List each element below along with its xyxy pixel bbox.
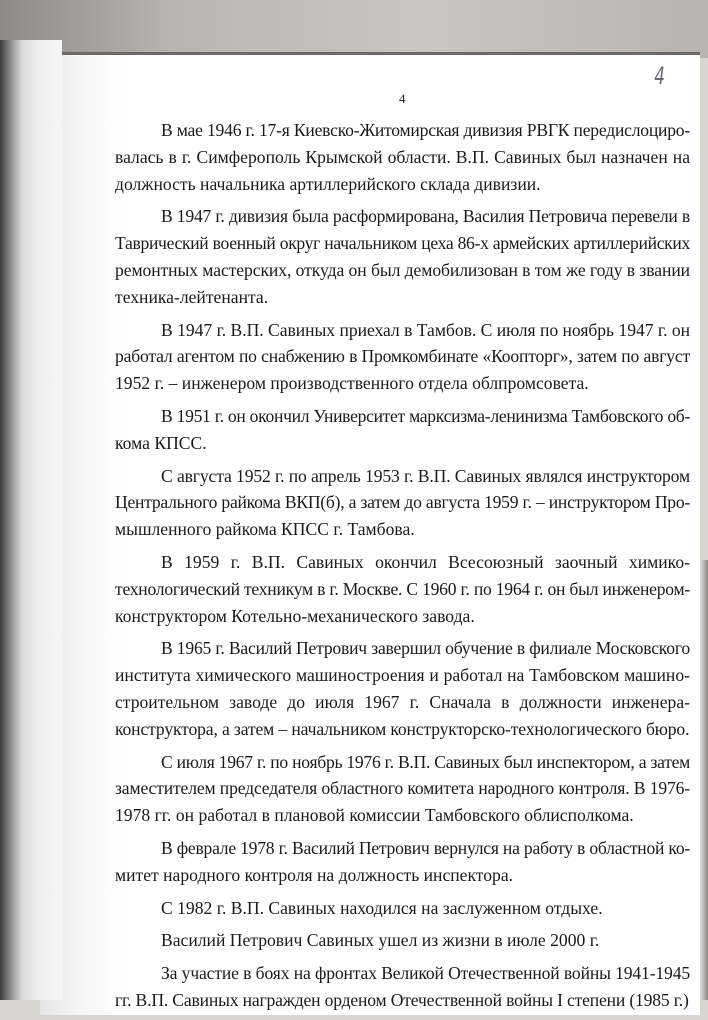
text-line: За участие в боях на фронтах Великой Отечественной войны 1941-1945 [161,963,690,984]
text-line: В 1965 г. Василий Петрович завершил обучение в филиале Московского [161,638,690,659]
paragraph [115,463,690,543]
text-line: В 1959 г. В.П. Савиных окончил Всесоюзный заочный химико- [161,551,690,572]
page-number: 4 [399,91,406,106]
text-line: митет народного контроля на должность инспектора. [115,864,514,885]
paragraph [115,549,690,629]
text-line: ремонтных мастерских, откуда он был демобилизован в том же году в звании [115,259,690,280]
handwritten-page-number: 4 [654,62,665,90]
text-line: строительном заводе до июля 1967 г. Сначала в должности инженера- [115,691,690,712]
page-spine-shadow [0,40,62,1000]
page-edge-shadow [701,560,708,1000]
text-line: валась в г. Симферополь Крымской области. В.П. Савиных был назначен на [115,146,690,167]
text-line: работал агентом по снабжению в Промкомбинате «Коопторг», затем по август [115,346,690,367]
text-line: 1978 гг. он работал в плановой комиссии Тамбовского облисполкома. [115,805,634,826]
text-line: конструктора, а затем – начальником конструкторско-технологического бюро. [115,718,690,739]
scanner-background [0,0,708,58]
text-line: кома КПСС. [115,432,207,453]
paragraph [115,749,690,829]
paragraph [115,403,690,457]
text-line: Василий Петрович Савиных ушел из жизни в июле 2000 г. [161,930,600,951]
text-line: С июля 1967 г. по ноябрь 1976 г. В.П. Савиных был инспектором, а затем [161,751,690,772]
text-line: технологический техникум в г. Москве. С 1960 г. по 1964 г. он был инженером- [115,578,690,599]
text-line: С августа 1952 г. по апрель 1953 г. В.П. Савиных являлся инструктором [161,465,690,486]
paragraph [115,835,690,889]
paragraph [115,635,690,742]
text-line: Таврический военный округ начальником цеха 86-х армейских артиллерийских [115,233,690,254]
text-line: заместителем председателя областного комитета народного контроля. В 1976- [115,778,690,799]
paragraph [115,117,690,197]
text-line: должность начальника артиллерийского склада дивизии. [115,173,541,194]
text-line: В мае 1946 г. 17-я Киевско-Житомирская дивизия РВГК передислоциро- [161,120,690,140]
text-line: С 1982 г. В.П. Савиных находился на заслуженном отдыхе. [161,897,603,918]
paragraph [115,960,690,1014]
text-line: Центрального райкома ВКП(б), а затем до августа 1959 г. – инструктором Про- [115,492,690,513]
document-body [115,117,690,1020]
text-line: гг. В.П. Савиных награжден орденом Отечественной войны I степени (1985 г.) [115,989,689,1010]
paragraph [115,895,690,922]
text-line: 1952 г. – инженером производственного отдела облпромсовета. [115,373,589,394]
text-line: В 1951 г. он окончил Университет марксизма-ленинизма Тамбовского об- [161,405,690,426]
paragraph [115,203,690,310]
text-line: В 1947 г. В.П. Савиных приехал в Тамбов. С июля по ноябрь 1947 г. он [161,319,690,340]
text-line: В феврале 1978 г. Василий Петрович вернулся на работу в областной ко- [161,837,690,858]
text-line: института химического машиностроения и работал на Тамбовском машино- [115,665,690,686]
text-line: В 1947 г. дивизия была расформирована, Василия Петровича перевели в [161,206,690,227]
text-line: мышленного райкома КПСС г. Тамбова. [115,519,415,540]
paragraph [115,927,690,954]
text-line: техника-лейтенанта. [115,286,269,307]
paragraph [115,317,690,397]
text-line: конструктором Котельно-механического завода. [115,605,475,626]
